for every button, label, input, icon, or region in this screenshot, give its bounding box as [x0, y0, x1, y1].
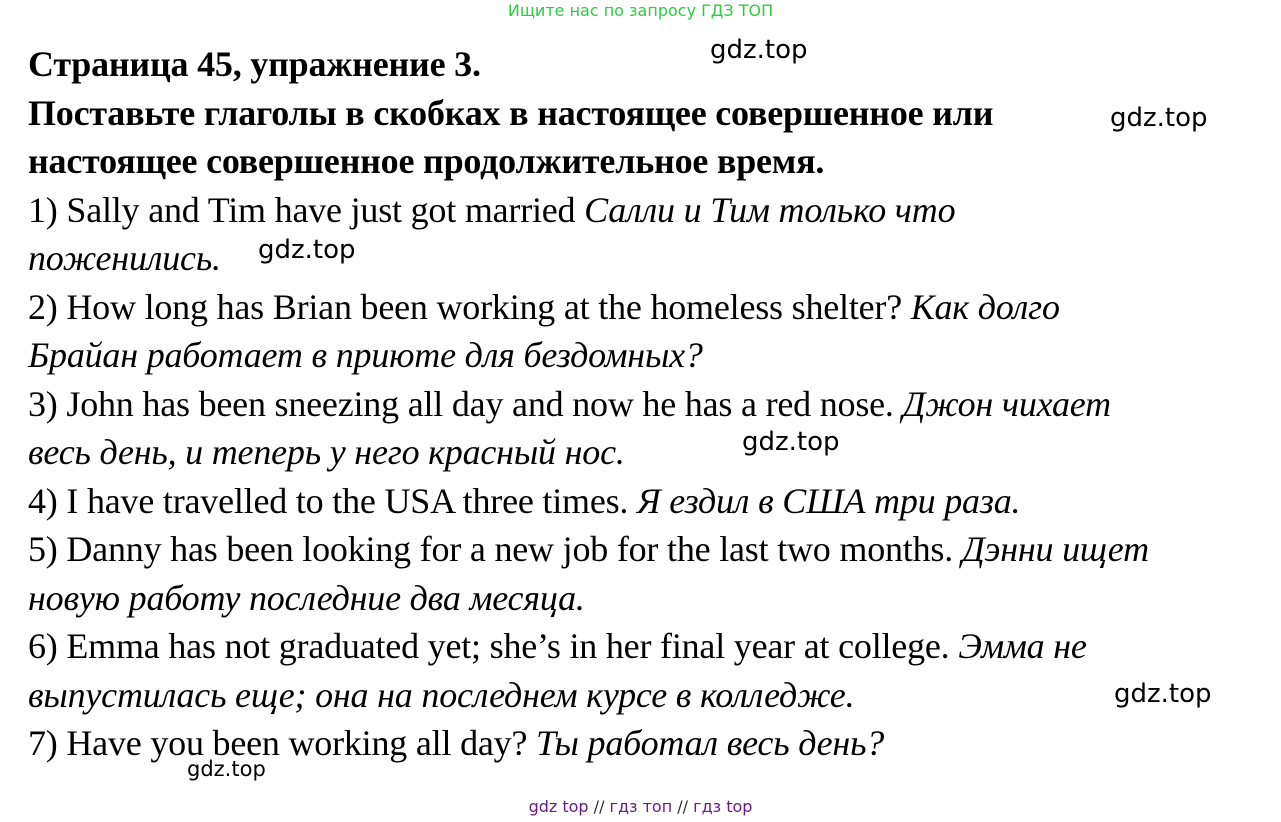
item-3-line-1 [28, 380, 1268, 429]
item-2-line-2: Брайан работает в приюте для бездомных? [28, 335, 703, 375]
footer-separator: // [677, 797, 689, 816]
item-5-line-1 [28, 525, 1268, 574]
item-4-line-1 [28, 477, 1268, 526]
footer-part-3: гдз top [693, 797, 753, 816]
watermark: gdz.top [1114, 679, 1212, 709]
item-4-english: 4) I have travelled to the USA three times. [28, 480, 638, 521]
watermark: gdz.top [1110, 103, 1208, 133]
item-2-line-1 [28, 283, 1268, 332]
exercise-document [28, 40, 1268, 768]
footer-part-2: гдз топ [609, 797, 673, 816]
task-instruction-line-2: настоящее совершенное продолжительное время. [28, 141, 825, 181]
footer-separator: // [593, 797, 605, 816]
item-5-translation-part-1: Дэнни ищет [961, 529, 1149, 569]
watermark: gdz.top [258, 235, 356, 265]
item-7-english: 7) Have you been working all day? [28, 723, 537, 763]
item-2-translation-part-1: Как долго [910, 286, 1060, 327]
footer-part-1: gdz top [528, 797, 589, 816]
watermark: gdz.top [710, 35, 808, 65]
watermark: gdz.top [187, 757, 266, 781]
item-4-translation: Я ездил в США три раза. [637, 480, 1021, 521]
search-banner: Ищите нас по запросу ГДЗ ТОП [507, 1, 774, 20]
item-6-translation-part-1: Эмма не [958, 626, 1087, 666]
item-1-translation-part-1: Салли и Тим только что [584, 189, 956, 230]
item-5-english: 5) Danny has been looking for a new job for the last two months. [28, 529, 962, 569]
item-1-line-1 [28, 186, 1268, 235]
item-6-english: 6) Emma has not graduated yet; she’s in her final year at college. [28, 626, 959, 666]
footer-watermark [0, 797, 1281, 816]
task-instruction-line-1: Поставьте глаголы в скобках в настоящее совершенное или [28, 92, 994, 133]
item-6-line-2: выпустилась еще; она на последнем курсе в колледже. [28, 674, 855, 715]
watermark: gdz.top [742, 427, 840, 457]
page-title: Страница 45, упражнение 3. [28, 44, 481, 84]
item-2-english: 2) How long has Brian been working at the homeless shelter? [28, 286, 911, 327]
item-3-line-2: весь день, и теперь у него красный нос. [28, 432, 625, 472]
item-3-translation-part-1: Джон чихает [902, 383, 1111, 424]
item-7-translation: Ты работал весь день? [536, 723, 885, 763]
item-5-line-2: новую работу последние два месяца. [28, 577, 585, 618]
item-6-line-1 [28, 622, 1268, 671]
item-1-line-2: поженились. [28, 238, 221, 278]
item-3-english: 3) John has been sneezing all day and now he has a red nose. [28, 383, 903, 424]
item-1-english: 1) Sally and Tim have just got married [28, 189, 585, 230]
